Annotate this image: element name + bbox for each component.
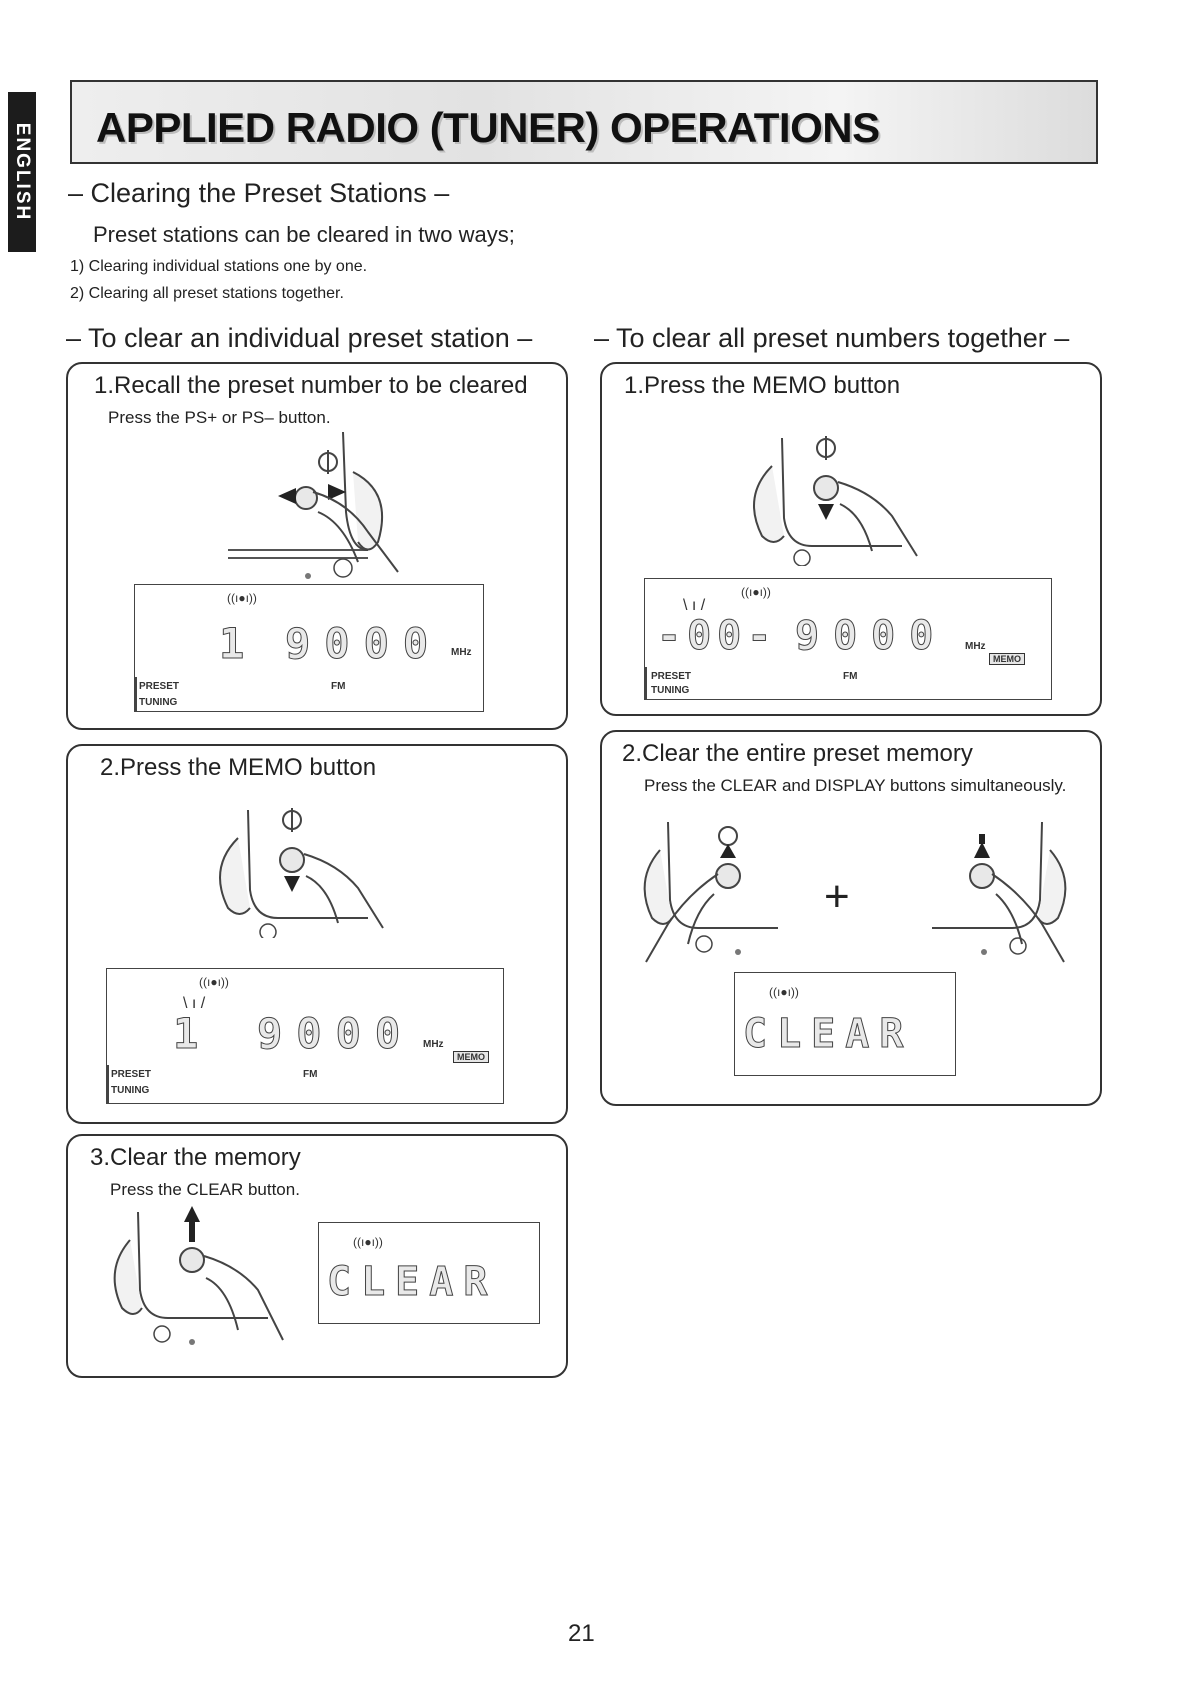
lcd-memo-indicator: MEMO: [989, 653, 1025, 665]
lcd-divider: [645, 667, 647, 699]
right-step-1-box: [600, 362, 1102, 716]
left-step-1-box: [66, 362, 568, 730]
right-step-1-lcd: [644, 578, 1052, 700]
hand-pressing-memo-button-illustration: [208, 798, 428, 938]
left-step-2-lcd: [106, 968, 504, 1104]
lcd-fm-label: FM: [843, 671, 858, 682]
radio-signal-icon: ((ı●ı)): [227, 591, 257, 605]
lcd-fm-label: FM: [303, 1069, 318, 1080]
right-step-2-lcd: [734, 972, 956, 1076]
lcd-divider: [135, 677, 137, 711]
lcd-preset-number: 1: [219, 619, 259, 668]
lcd-tuning-label: TUNING: [111, 1085, 150, 1096]
language-tab: [8, 92, 36, 252]
lcd-tuning-label: TUNING: [139, 697, 178, 708]
left-step-2-title: 2.Press the MEMO button: [100, 754, 377, 781]
hand-pressing-ps-buttons-illustration: [218, 432, 438, 582]
hand-pressing-clear-button-illustration: [638, 814, 818, 964]
lcd-fm-label: FM: [331, 681, 346, 692]
lcd-frequency: 9000: [795, 613, 948, 659]
way-item-2: 2) Clearing all preset stations together.: [70, 285, 344, 302]
lcd-clear-text: CLEAR: [327, 1259, 498, 1305]
hand-pressing-display-button-illustration: [892, 814, 1072, 964]
lcd-mhz-label: MHz: [423, 1039, 444, 1050]
left-column-title: – To clear an individual preset station –: [66, 323, 533, 353]
left-step-1-title: 1.Recall the preset number to be cleared: [94, 372, 528, 399]
radio-signal-icon: ((ı●ı)): [199, 975, 229, 989]
right-step-2-box: [600, 730, 1102, 1106]
left-step-1-subtitle: Press the PS+ or PS– button.: [108, 408, 331, 427]
lcd-preset-label: PRESET: [111, 1069, 152, 1080]
right-column-title: – To clear all preset numbers together –: [594, 323, 1070, 353]
hand-pressing-clear-button-illustration: [108, 1200, 328, 1350]
lcd-preset-label: PRESET: [139, 681, 180, 692]
lcd-divider: [107, 1065, 109, 1103]
lcd-preset-label: PRESET: [651, 671, 692, 682]
blink-marks-top: \ ı /: [183, 995, 206, 1012]
lcd-frequency: 9000: [285, 619, 443, 668]
lcd-mhz-label: MHz: [451, 647, 472, 658]
hand-pressing-memo-button-illustration: [742, 426, 962, 566]
lcd-memo-indicator: MEMO: [453, 1051, 489, 1063]
section-title: – Clearing the Preset Stations –: [68, 178, 450, 208]
left-step-3-subtitle: Press the CLEAR button.: [110, 1180, 300, 1199]
left-step-1-lcd: [134, 584, 484, 712]
right-step-2-subtitle: Press the CLEAR and DISPLAY buttons simultaneously.: [644, 776, 1067, 795]
radio-signal-icon: ((ı●ı)): [769, 985, 799, 999]
page-title: APPLIED RADIO (TUNER) OPERATIONS: [96, 104, 880, 151]
radio-signal-icon: ((ı●ı)): [741, 585, 771, 599]
lcd-preset-blinking: 1: [173, 1009, 213, 1058]
lcd-preset-blank: -00-: [657, 613, 778, 659]
left-step-3-lcd: [318, 1222, 540, 1324]
language-tab-label: ENGLISH: [12, 122, 34, 222]
page-banner: [70, 80, 1098, 164]
page-number: 21: [568, 1620, 595, 1647]
lcd-tuning-label: TUNING: [651, 685, 690, 696]
lcd-frequency: 9000: [257, 1009, 415, 1058]
left-step-3-box: [66, 1134, 568, 1378]
left-step-3-title: 3.Clear the memory: [90, 1144, 301, 1171]
radio-signal-icon: ((ı●ı)): [353, 1235, 383, 1249]
lcd-mhz-label: MHz: [965, 641, 986, 652]
blink-marks-top: \ ı /: [683, 597, 706, 614]
right-step-2-title: 2.Clear the entire preset memory: [622, 740, 973, 767]
left-step-2-box: [66, 744, 568, 1124]
lcd-clear-text: CLEAR: [743, 1011, 914, 1057]
way-item-1: 1) Clearing individual stations one by one.: [70, 258, 368, 275]
section-intro: Preset stations can be cleared in two ways;: [93, 222, 515, 247]
right-step-1-title: 1.Press the MEMO button: [624, 372, 901, 399]
plus-sign: +: [824, 872, 850, 921]
